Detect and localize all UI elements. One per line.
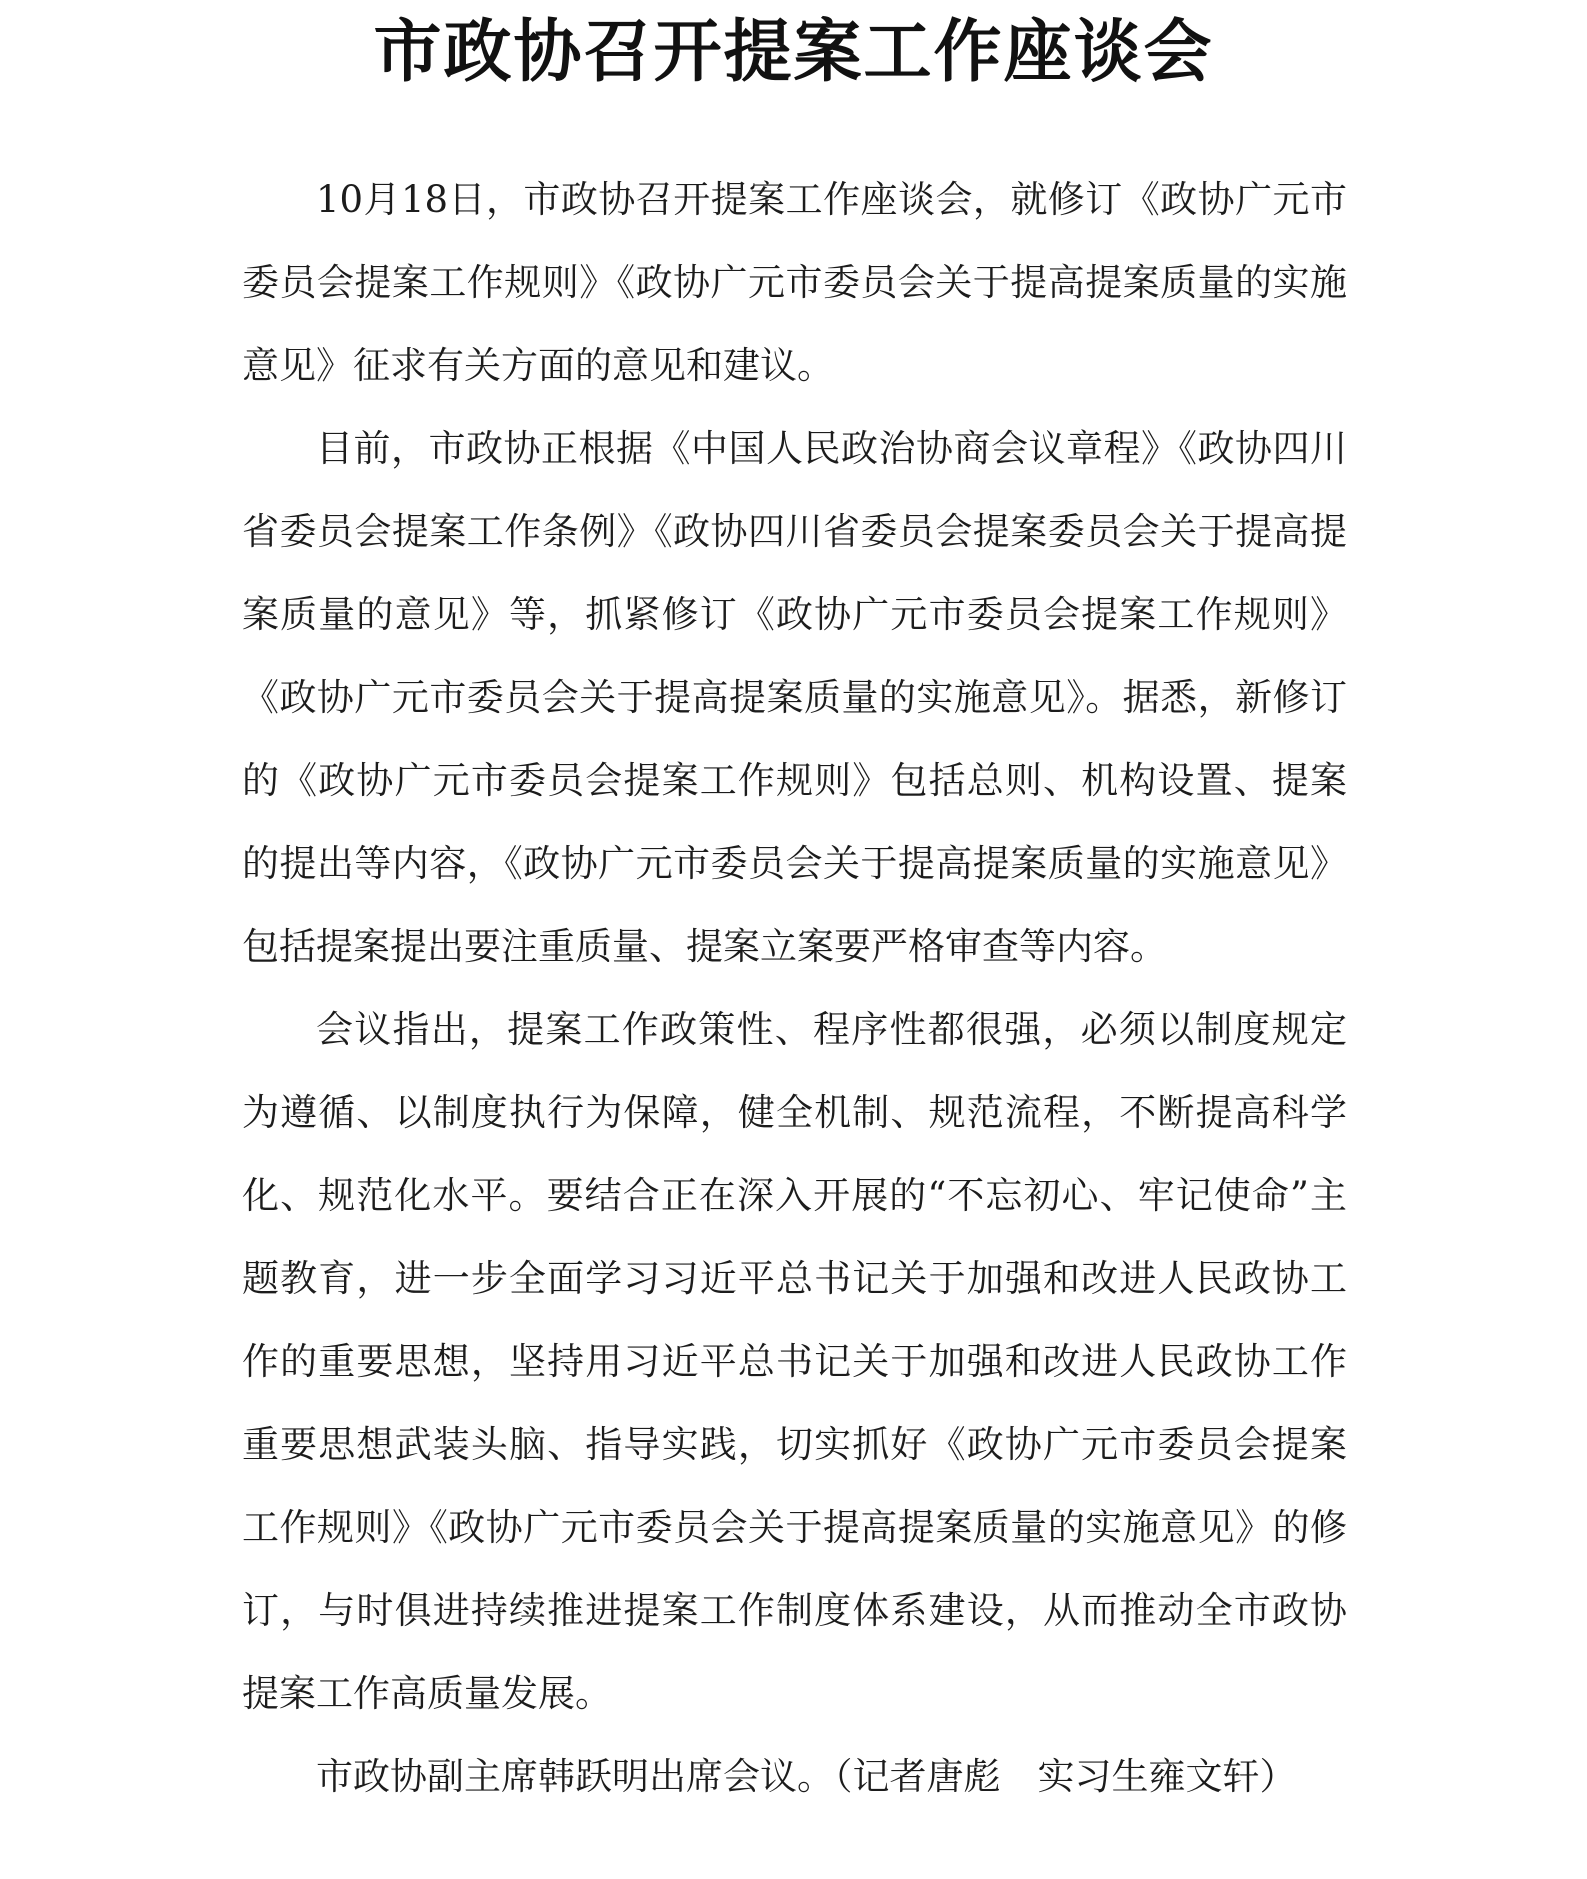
article-paragraph-3: 会议指出，提案工作政策性、程序性都很强，必须以制度规定为遵循、以制度执行为保障，健全机制、规范流程，不断提高科学化、规范化水平。要结合正在深入开展的“不忘初心、牢记使命”主题教育，进一步全面学习习近平总书记关于加强和改进人民政协工作的重要思想，坚持用习近平总书记关于加强和改进人民政协工作重要思想武装头脑、指导实践，切实抓好《政协广元市委员会提案工作规则》《政协广元市委员会关于提高提案质量的实施意见》的修订，与时俱进持续推进提案工作制度体系建设，从而推动全市政协提案工作高质量发展。: [242, 1008, 1347, 1715]
article-paragraph-1: 10月18日，市政协召开提案工作座谈会，就修订《政协广元市委员会提案工作规则》《政协广元市委员会关于提高提案质量的实施意见》征求有关方面的意见和建议。: [242, 178, 1347, 387]
article-paragraph-2: 目前，市政协正根据《中国人民政治协商会议章程》《政协四川省委员会提案工作条例》《政协四川省委员会提案委员会关于提高提案质量的意见》等，抓紧修订《政协广元市委员会提案工作规则》《政协广元市委员会关于提高提案质量的实施意见》。据悉，新修订的《政协广元市委员会提案工作规则》包括总则、机构设置、提案的提出等内容，《政协广元市委员会关于提高提案质量的实施意见》包括提案提出要注重质量、提案立案要严格审查等内容。: [242, 427, 1347, 968]
article-body: [242, 158, 1347, 1818]
article-headline: 市政协召开提案工作座谈会: [373, 13, 1214, 92]
article-byline-paragraph: 市政协副主席韩跃明出席会议。（记者唐彪 实习生雍文轩）: [316, 1755, 1297, 1798]
